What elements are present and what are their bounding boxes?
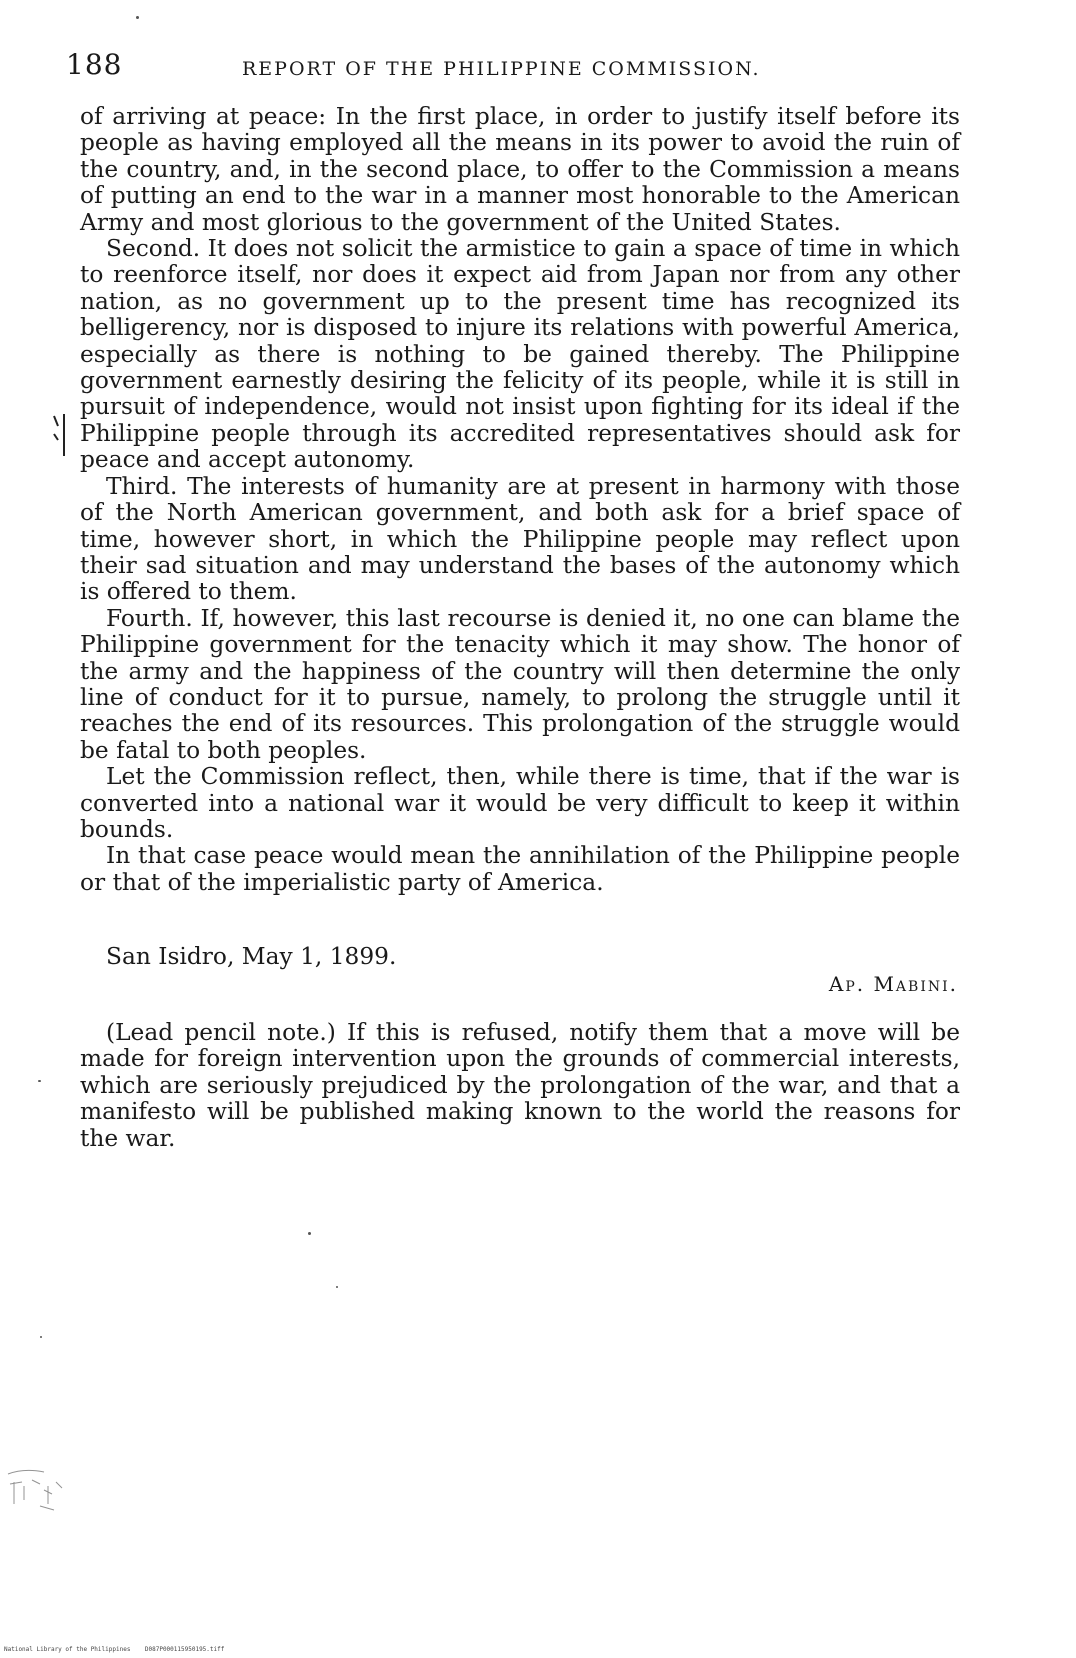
page-number: 188	[66, 48, 123, 81]
scan-speck	[38, 1080, 41, 1082]
paragraph-first: of arriving at peace: In the first place, in order to justify itself before its people as having employed all the means in its power to avoid the ruin of the country, and, in the second place, to offer to the Commission a means of putting an end to the war in a manner most honorable to the American Army and most glorious to the government of the United States.	[80, 103, 960, 236]
pencil-note: (Lead pencil note.) If this is refused, notify them that a move will be made for foreign intervention upon the grounds of commercial interests, which are seriously prejudiced by the prolongation of the war, and that a manifesto will be published making known to the world the reasons for the war.	[80, 1019, 960, 1152]
scan-footer: National Library of the Philippines D087P000115950195.tiff	[4, 1646, 225, 1653]
paragraph-second: Second. It does not solicit the armistice to gain a space of time in which to reenforce itself, nor does it expect aid from Japan nor from any other nation, as no government up to the present time has recognized its belligerency, nor is disposed to injure its relations with powerful America, especially as there is nothing to be gained thereby. The Philippine government earnestly desiring the felicity of its people, while it is still in pursuit of independence, would not insist upon fighting for its ideal if the Philippine people through its accredited representatives should ask for peace and accept autonomy.	[80, 235, 960, 474]
paragraph-fourth: Fourth. If, however, this last recourse is denied it, no one can blame the Philippine government for the tenacity which it may show. The honor of the army and the happiness of the country will then determine the only line of conduct for it to pursue, namely, to prolong the struggle until it reaches the end of its resources. This prolongation of the struggle would be fatal to both peoples.	[80, 604, 960, 764]
scan-speck	[136, 16, 139, 19]
scan-speck	[308, 1232, 311, 1235]
scan-speck	[40, 1336, 42, 1338]
scan-speck	[336, 1286, 338, 1288]
place-date: San Isidro, May 1, 1899.	[106, 943, 397, 970]
running-head: REPORT OF THE PHILIPPINE COMMISSION.	[242, 58, 761, 80]
library-stamp-mark	[4, 1460, 68, 1520]
paragraph-reflect: Let the Commission reflect, then, while there is time, that if the war is converted into a national war it would be very difficult to keep it within bounds.	[80, 763, 960, 843]
signature: Ap. Mabini.	[828, 972, 958, 996]
paragraph-third: Third. The interests of humanity are at present in harmony with those of the North American government, and both ask for a brief space of time, however short, in which the Philippine people may reflect upon their sad situation and may understand the bases of the autonomy which is offered to them.	[80, 472, 960, 606]
page-header	[66, 48, 946, 88]
letter-body	[80, 104, 960, 896]
margin-bracket-mark	[50, 412, 72, 458]
paragraph-annihilation: In that case peace would mean the annihilation of the Philippine people or that of the imperialistic party of America.	[80, 842, 960, 896]
